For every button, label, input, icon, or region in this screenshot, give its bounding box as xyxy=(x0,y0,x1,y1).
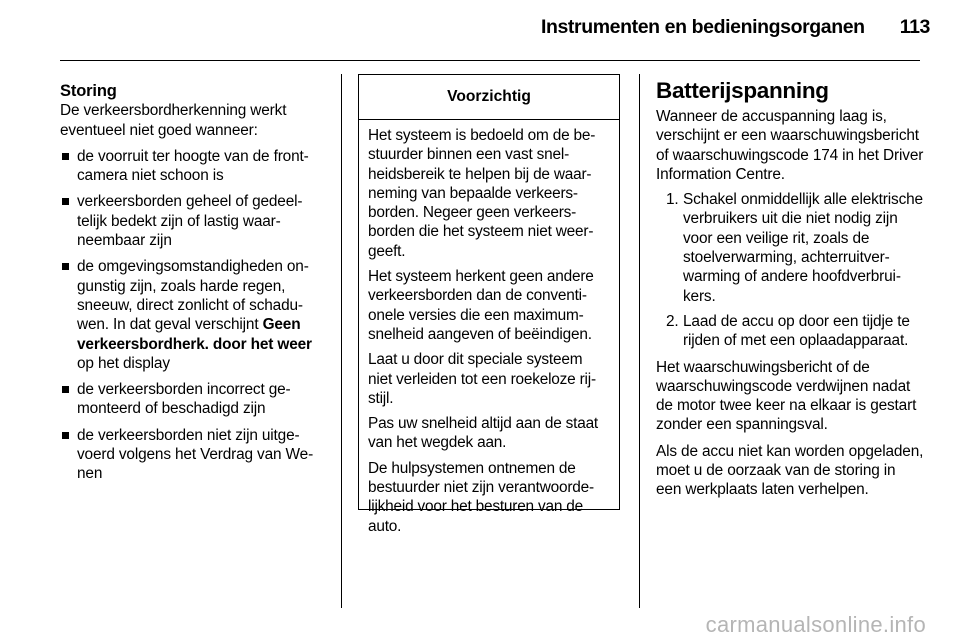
page-header xyxy=(60,16,930,50)
caution-paragraph: Pas uw snelheid altijd aan de staat van het wegdek aan. xyxy=(368,415,598,452)
list-item xyxy=(656,190,924,306)
batt-paragraph: Het waarschuwingsbericht of de waarschuwingscode verdwijnen nadat de motor twee keer na elkaar is gestart zonder een spanningsval. xyxy=(656,358,917,434)
page-title: Instrumenten en bedieningsorganen xyxy=(540,16,865,38)
caution-body xyxy=(359,120,619,536)
list-item-text-end: op het display xyxy=(77,354,170,372)
bullet-square-icon xyxy=(62,263,69,270)
batt-intro: Wanneer de accuspanning laag is, verschijnt er een waarschuwingsbericht of waarschuwingscode 174 in het Driver Information Centre. xyxy=(656,108,924,183)
step-number: 1. xyxy=(666,191,679,209)
storing-intro: De verkeersbordherkenning werkt eventueel niet goed wanneer: xyxy=(60,102,287,139)
list-item xyxy=(60,380,326,419)
caution-paragraph: Het systeem herkent geen andere verkeersborden dan de conventionele versies die een maximumsnelheid aangeven of beëindigen. xyxy=(368,268,594,343)
list-item-text: de omgevingsomstandigheden ongunstig zijn, zoals harde regen, sneeuw, direct zonlicht of schaduwen. In dat geval verschijnt xyxy=(77,258,309,334)
header-divider xyxy=(60,60,920,61)
list-item-text: de verkeersborden niet zijn uitgevoerd volgens het Verdrag van Wenen xyxy=(77,426,314,483)
watermark: carmanualsonline.info xyxy=(705,612,926,637)
bullet-square-icon xyxy=(62,386,69,393)
batt-paragraph: Als de accu niet kan worden opgeladen, moet u de oorzaak van de storing in een werkplaats laten verhelpen. xyxy=(656,442,924,499)
list-item xyxy=(60,147,326,186)
step-text: Schakel onmiddellijk alle elektrische verbruikers uit die niet nodig zijn voor een veilige rit, zoals de stoelverwarming, achterruitverwarming of andere hoofdverbruikers. xyxy=(683,191,923,305)
list-item-text: de verkeersborden incorrect gemonteerd of beschadigd zijn xyxy=(77,381,291,418)
column-divider-right xyxy=(639,74,640,608)
section-heading-batterijspanning: Batterijspanning xyxy=(656,78,829,103)
display-message-text: Geen verkeersbordherk. door het weer xyxy=(77,316,312,353)
bullet-square-icon xyxy=(62,432,69,439)
step-text: Laad de accu op door een tijdje te rijden of met een oplaadapparaat. xyxy=(683,312,910,350)
column-batterijspanning xyxy=(656,78,924,500)
page-number: 113 xyxy=(899,16,930,38)
list-item xyxy=(656,312,924,351)
list-item xyxy=(60,426,326,484)
list-item-text: verkeersborden geheel of gedeeltelijk bedekt zijn of lastig waarneembaar zijn xyxy=(77,193,303,250)
column-divider-left xyxy=(341,74,342,608)
bullet-square-icon xyxy=(62,198,69,205)
section-heading-storing: Storing xyxy=(60,82,117,100)
list-item xyxy=(60,257,326,373)
caution-title: Voorzichtig xyxy=(359,75,619,120)
step-number: 2. xyxy=(666,312,679,330)
caution-paragraph: Het systeem is bedoeld om de bestuurder binnen een vast snelheidsbereik te helpen bij de waarneming van bepaalde verkeersborden. Negeer geen verkeersborden die het systeem niet weergeeft. xyxy=(368,127,596,260)
caution-paragraph: Laat u door dit speciale systeem niet verleiden tot een roekeloze rijstijl. xyxy=(368,351,597,407)
caution-paragraph: De hulpsystemen ontnemen de bestuurder niet zijn verantwoordelijkheid voor het besturen van de auto. xyxy=(368,459,595,535)
list-item-text: de voorruit ter hoogte van de frontcamera niet schoon is xyxy=(77,147,309,185)
column-storing xyxy=(60,78,326,484)
list-item xyxy=(60,192,326,250)
caution-box xyxy=(358,74,620,535)
bullet-square-icon xyxy=(62,153,69,160)
